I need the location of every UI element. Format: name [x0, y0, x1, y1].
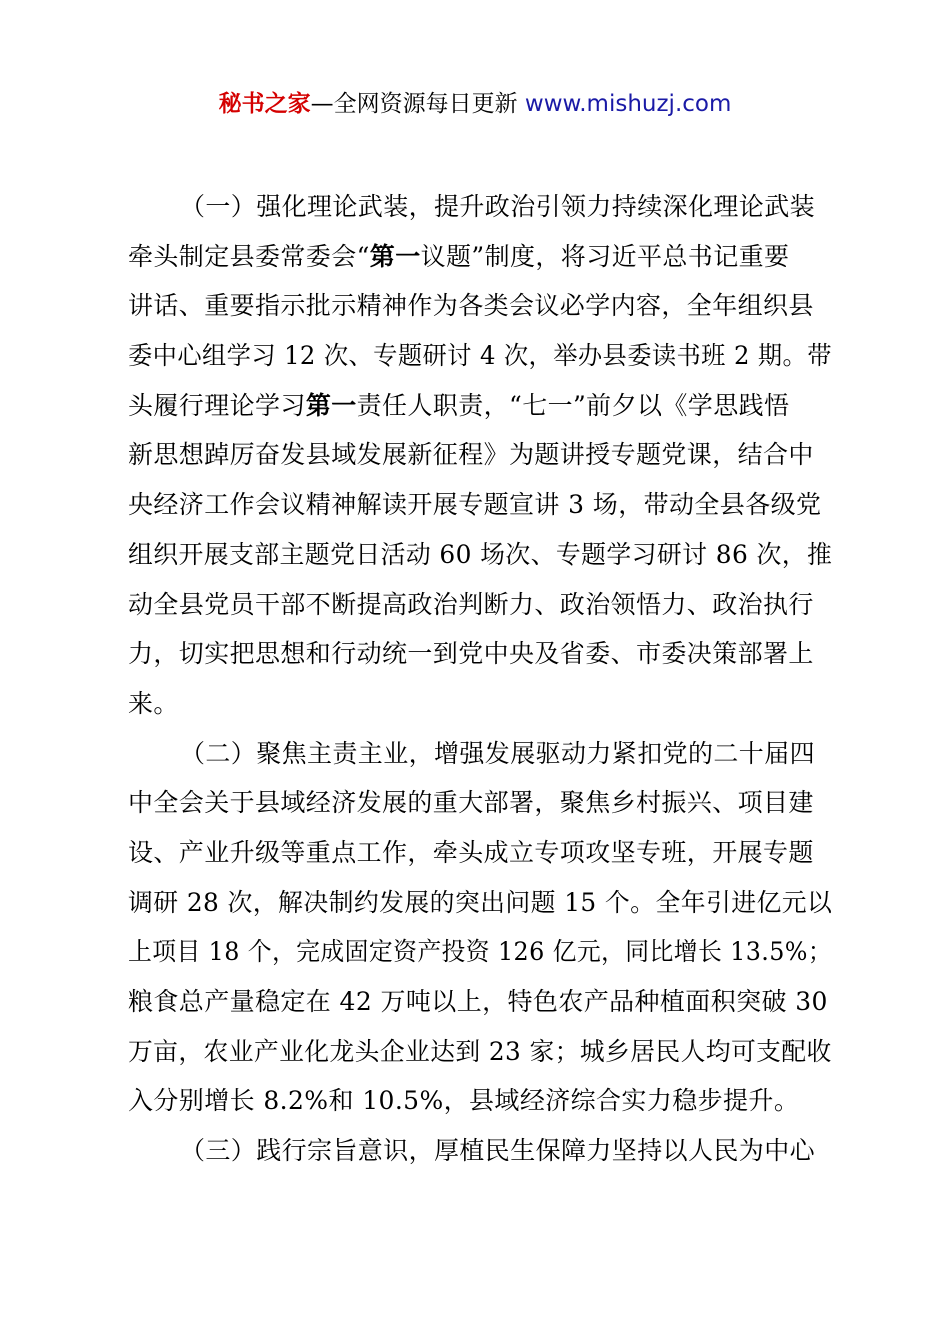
text-run: 责任人职责，“七一”前夕以《学思践悟 — [356, 390, 790, 420]
text-line — [128, 977, 832, 1027]
page-header — [0, 88, 950, 120]
text-line — [128, 1076, 832, 1126]
text-line — [128, 430, 832, 480]
paragraph — [128, 729, 832, 1127]
text-run: 万亩，农业产业化龙头企业达到 23 家；城乡居民人均可支配收 — [128, 1036, 832, 1066]
text-run: （一）强化理论武装，提升政治引领力持续深化理论武装 — [180, 192, 816, 221]
brand-name: 秘书之家 — [218, 91, 311, 117]
text-run: 头履行理论学习 — [128, 390, 306, 420]
text-line — [128, 232, 832, 282]
text-line — [128, 927, 833, 977]
bold-text: 第一 — [369, 241, 421, 271]
text-line — [128, 480, 832, 530]
text-line — [128, 331, 832, 381]
document-body — [128, 182, 832, 1176]
text-run: 入分别增长 8.2%和 10.5%，县域经济综合实力稳步提升。 — [128, 1086, 800, 1116]
text-line — [128, 1126, 832, 1176]
text-line — [128, 1027, 832, 1077]
text-run: 中全会关于县域经济发展的重大部署，聚焦乡村振兴、项目建 — [128, 788, 814, 818]
text-run: 上项目 18 个，完成固定资产投资 126 亿元，同比增长 13.5%； — [128, 937, 833, 967]
paragraph — [128, 182, 832, 729]
bold-text: 第一 — [305, 390, 357, 420]
text-run: 来。 — [128, 688, 179, 718]
text-line — [128, 530, 833, 580]
text-run: 组织开展支部主题党日活动 60 场次、专题学习研讨 86 次，推 — [128, 539, 833, 569]
header-tagline: —全网资源每日更新 — [310, 91, 525, 117]
text-run: （二）聚焦主责主业，增强发展驱动力紧扣党的二十届四 — [180, 738, 816, 768]
paragraph — [128, 1126, 832, 1176]
text-run: 牵头制定县委常委会“ — [128, 241, 370, 271]
text-line — [128, 729, 832, 779]
text-line — [128, 679, 832, 729]
text-run: 委中心组学习 12 次、专题研讨 4 次，举办县委读书班 2 期。带 — [128, 341, 832, 371]
text-run: 粮食总产量稳定在 42 万吨以上，特色农产品种植面积突破 30 — [128, 987, 828, 1016]
text-line — [128, 580, 832, 630]
text-run: 央经济工作会议精神解读开展专题宣讲 3 场，带动全县各级党 — [128, 490, 822, 520]
text-run: 动全县党员干部不断提高政治判断力、政治领悟力、政治执行 — [128, 589, 814, 619]
text-line — [128, 629, 832, 679]
text-run: 新思想踔厉奋发县域发展新征程》为题讲授专题党课，结合中 — [128, 440, 814, 470]
text-run: 讲话、重要指示批示精神作为各类会议必学内容，全年组织县 — [128, 291, 814, 321]
text-run: 议题”制度，将习近平总书记重要 — [420, 241, 790, 271]
text-line — [128, 878, 833, 928]
text-line — [128, 828, 832, 878]
text-line — [128, 778, 832, 828]
text-run: 力，切实把思想和行动统一到党中央及省委、市委决策部署上 — [128, 639, 814, 669]
text-line — [128, 182, 832, 232]
text-run: 调研 28 次，解决制约发展的突出问题 15 个。全年引进亿元以 — [128, 887, 833, 917]
text-run: 设、产业升级等重点工作，牵头成立专项攻坚专班，开展专题 — [128, 837, 814, 867]
website-link[interactable]: www.mishuzj.com — [524, 91, 732, 117]
text-line — [128, 381, 832, 431]
text-line — [128, 281, 832, 331]
text-run: （三）践行宗旨意识，厚植民生保障力坚持以人民为中心 — [180, 1136, 816, 1166]
